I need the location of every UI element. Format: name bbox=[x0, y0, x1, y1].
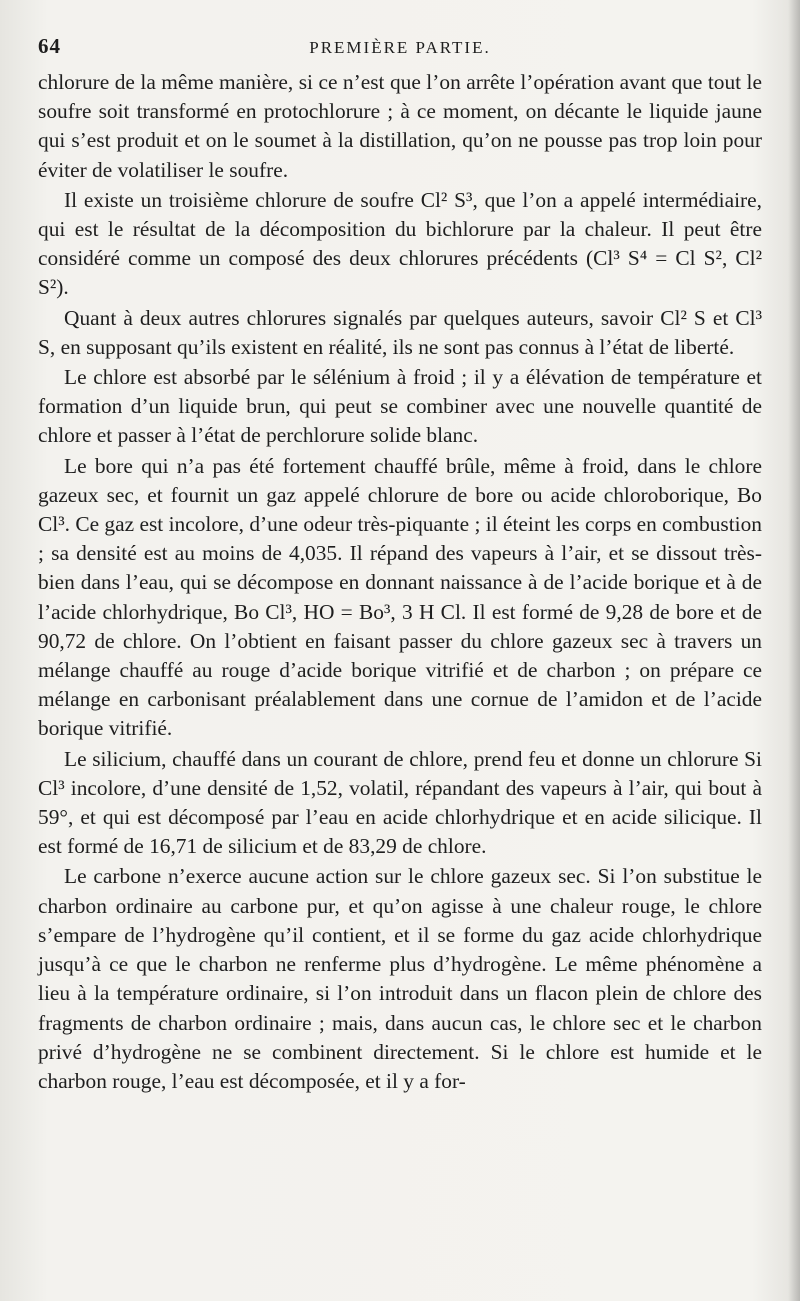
paragraph-7: Le carbone n’exerce aucune action sur le chlore gazeux sec. Si l’on substitue le charbon ordinaire au carbone pur, et qu’on agisse à une chaleur rouge, le chlore s’empare de l’hydrogène qu’il contient, et il se forme du gaz acide chlorhydrique jusqu’à ce que le charbon ne renferme plus d’hydrogène. Le même phénomène a lieu à la température ordinaire, si l’on introduit dans un flacon plein de chlore des fragments de charbon ordinaire ; mais, dans aucun cas, le chlore sec et le charbon privé d’hydrogène ne se combinent directement. Si le chlore est humide et le charbon rouge, l’eau est décomposée, et il y a for- bbox=[38, 864, 762, 1093]
paragraph-1: chlorure de la même manière, si ce n’est que l’on arrête l’opération avant que tout le soufre soit transformé en protochlorure ; à ce moment, on décante le liquide jaune qui s’est produit et on le soumet à la distillation, qu’on ne pousse pas trop loin pour éviter de volatiliser le soufre. bbox=[38, 70, 762, 182]
page-edge-shadow bbox=[788, 0, 800, 1301]
paragraph-4: Le chlore est absorbé par le sélénium à froid ; il y a élévation de température et formation d’un liquide brun, qui peut se combiner avec une nouvelle quantité de chlore et passer à l’état de perchlorure solide blanc. bbox=[38, 365, 762, 448]
body-text bbox=[38, 68, 762, 1096]
paragraph-2: Il existe un troisième chlorure de soufre Cl² S³, que l’on a appelé intermédiaire, qui est le résultat de la décomposition du bichlorure par la chaleur. Il peut être considéré comme un composé des deux chlorures précédents (Cl³ S⁴ = Cl S², Cl² S²). bbox=[38, 187, 762, 300]
page-header bbox=[38, 34, 762, 64]
paragraph-6: Le silicium, chauffé dans un courant de chlore, prend feu et donne un chlorure Si Cl³ incolore, d’une densité de 1,52, volatil, répandant des vapeurs à l’air, qui bout à 59°, et qui est décomposé par l’eau en acide chlorhydrique et en acide silicique. Il est formé de 16,71 de silicium et de 83,29 de chlore. bbox=[38, 746, 762, 859]
paragraph-3: Quant à deux autres chlorures signalés par quelques auteurs, savoir Cl² S et Cl³ S, en supposant qu’ils existent en réalité, ils ne sont pas connus à l’état de liberté. bbox=[38, 305, 762, 359]
running-head: PREMIÈRE PARTIE. bbox=[309, 38, 491, 57]
paragraph-5: Le bore qui n’a pas été fortement chauffé brûle, même à froid, dans le chlore gazeux sec, et fournit un gaz appelé chlorure de bore ou acide chloroborique, Bo Cl³. Ce gaz est incolore, d’une odeur très-piquante ; il éteint les corps en combustion ; sa densité est au moins de 4,035. Il répand des vapeurs à l’air, et se dissout très-bien dans l’eau, qui se décompose en donnant naissance à de l’acide borique et à de l’acide chlorhydrique, Bo Cl³, HO = Bo³, 3 H Cl. Il est formé de 9,28 de bore et de 90,72 de chlore. On l’obtient en faisant passer du chlore gazeux sec à travers un mélange chauffé au rouge d’acide borique vitrifié et de charbon ; on prépare ce mélange en carbonisant préalablement dans une cornue de l’amidon et de l’acide borique vitrifié. bbox=[38, 453, 762, 741]
page-number: 64 bbox=[38, 34, 61, 58]
